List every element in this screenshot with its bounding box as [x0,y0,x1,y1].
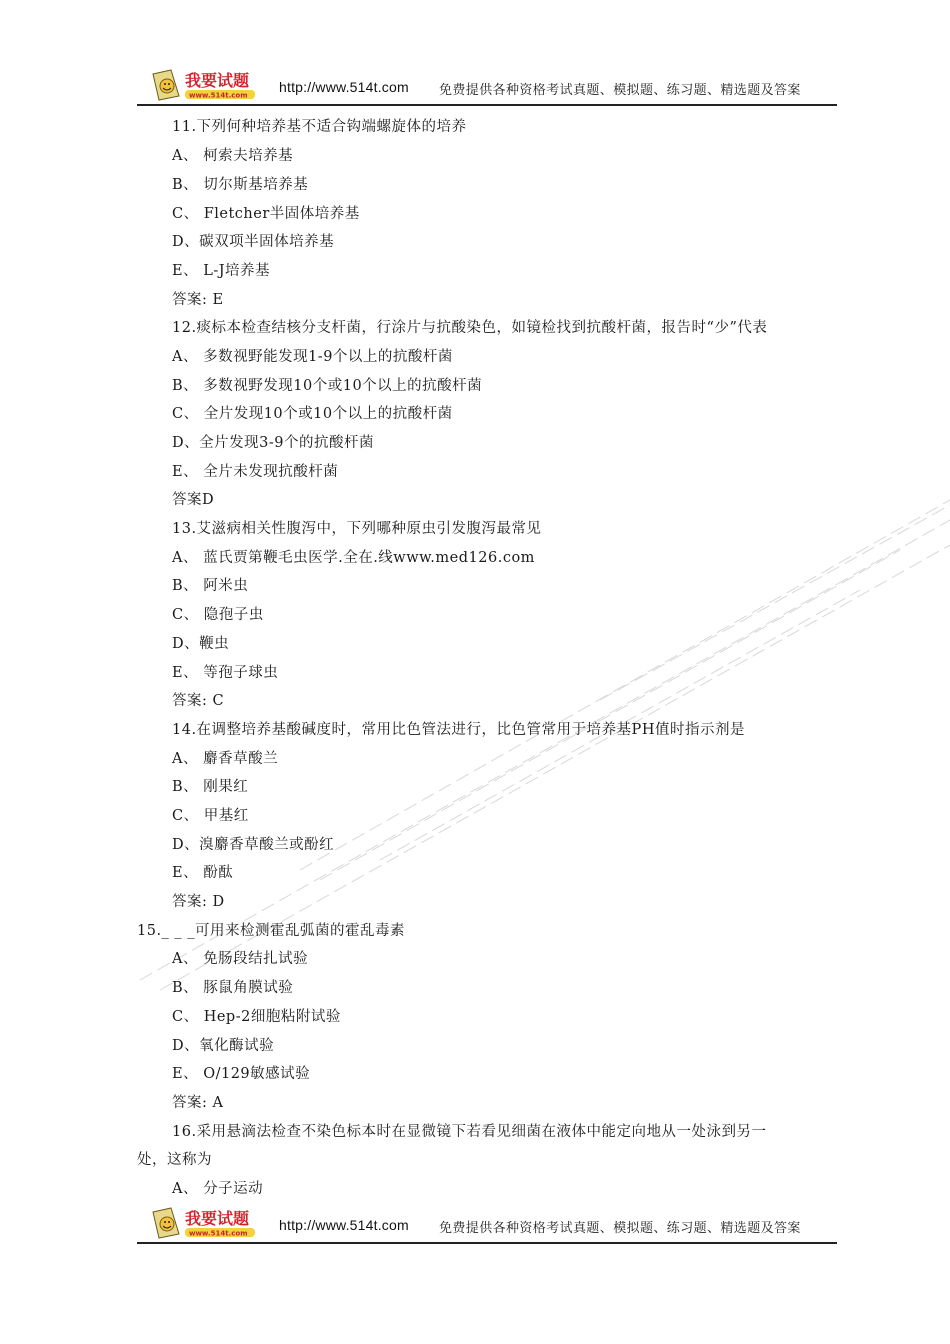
option-c: C、 甲基红 [172,808,249,824]
svg-text:www.514t.com: www.514t.com [189,91,248,100]
option-e: E、 等孢子球虫 [172,665,279,681]
answer-line: 答案: E [172,292,224,308]
option-a: A、 蓝氏贾第鞭毛虫医学.全在.线www.med126.com [172,550,535,566]
option-e: E、 全片未发现抗酸杆菌 [172,464,339,480]
option-d: D、碳双项半固体培养基 [172,234,335,250]
question-stem: 13.艾滋病相关性腹泻中，下列哪种原虫引发腹泻最常见 [172,521,542,537]
option-e: E、 O/129敏感试验 [172,1066,311,1082]
option-d: D、鞭虫 [172,636,230,652]
option-a: A、 柯索夫培养基 [172,148,294,164]
question-stem: 15._ _ _可用来检测霍乱弧菌的霍乱毒素 [137,923,406,939]
option-b: B、 阿米虫 [172,578,249,594]
footer-rule [137,1242,837,1244]
footer-slogan: 免费提供各种资格考试真题、模拟题、练习题、精选题及答案 [439,1221,801,1236]
header-slogan: 免费提供各种资格考试真题、模拟题、练习题、精选题及答案 [439,83,801,98]
answer-line: 答案: C [172,693,225,709]
option-d: D、全片发现3-9个的抗酸杆菌 [172,435,374,451]
site-logo [149,66,267,104]
page-footer [137,1204,837,1244]
option-a: A、 免肠段结扎试验 [172,951,309,967]
site-logo [149,1204,267,1242]
option-c: C、 隐孢子虫 [172,607,264,623]
svg-text:我要试题: 我要试题 [185,1209,250,1228]
option-a: A、 多数视野能发现1-9个以上的抗酸杆菌 [172,349,453,365]
question-stem: 16.采用悬滴法检查不染色标本时在显微镜下若看见细菌在液体中能定向地从一处泳到另一 [172,1124,767,1140]
option-c: C、 Hep-2细胞粘附试验 [172,1009,341,1025]
option-b: B、 多数视野发现10个或10个以上的抗酸杆菌 [172,378,483,394]
option-a: A、 分子运动 [172,1181,264,1197]
footer-url[interactable]: http://www.514t.com [279,1217,409,1233]
question-stem-continued: 处，这称为 [137,1152,212,1168]
option-b: B、 豚鼠角膜试验 [172,980,294,996]
answer-line: 答案D [172,492,215,508]
question-stem: 14.在调整培养基酸碱度时，常用比色管法进行，比色管常用于培养基PH值时指示剂是 [172,722,745,738]
option-e: E、 酚酞 [172,865,234,881]
page-header [137,66,837,106]
answer-line: 答案: D [172,894,225,910]
option-b: B、 刚果红 [172,779,249,795]
option-b: B、 切尔斯基培养基 [172,177,309,193]
question-stem: 11.下列何种培养基不适合钩端螺旋体的培养 [172,119,467,135]
question-stem: 12.痰标本检查结核分支杆菌，行涂片与抗酸染色，如镜检找到抗酸杆菌，报告时“少”代表 [172,320,768,336]
svg-text:我要试题: 我要试题 [185,71,250,90]
option-d: D、氧化酶试验 [172,1038,275,1054]
option-a: A、 麝香草酸兰 [172,751,279,767]
option-e: E、 L-J培养基 [172,263,271,279]
option-d: D、溴麝香草酸兰或酚红 [172,837,335,853]
answer-line: 答案: A [172,1095,224,1111]
header-url[interactable]: http://www.514t.com [279,79,409,95]
option-c: C、 全片发现10个或10个以上的抗酸杆菌 [172,406,453,422]
header-rule [137,104,837,106]
option-c: C、 Fletcher半固体培养基 [172,206,360,222]
svg-text:www.514t.com: www.514t.com [189,1229,248,1238]
